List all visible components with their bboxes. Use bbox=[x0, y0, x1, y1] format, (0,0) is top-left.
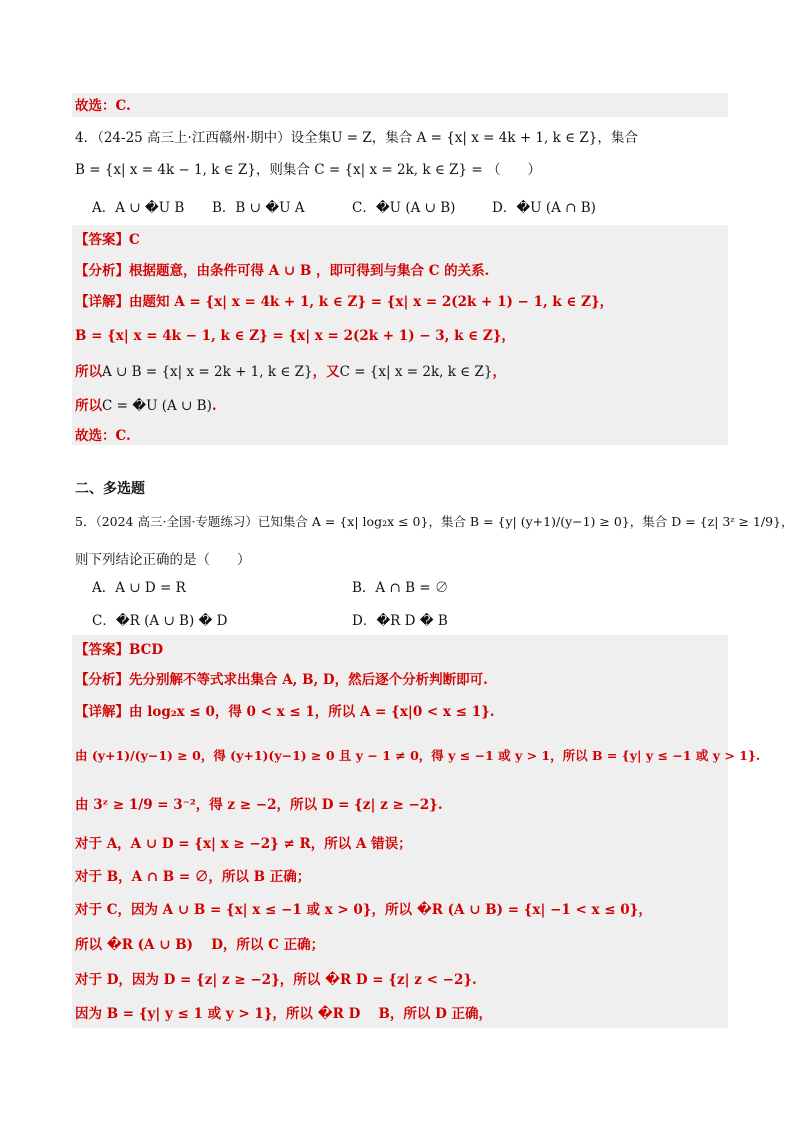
q5-detail-5: 对于 B，A ∩ B = ∅，所以 B 正确； bbox=[75, 869, 311, 885]
q5-analysis-tag: 【分析】 bbox=[75, 672, 129, 688]
q5-option-d bbox=[352, 611, 448, 631]
q4-analysis bbox=[75, 261, 489, 281]
q5-option-b-label: B． bbox=[352, 580, 376, 596]
q5-option-c-label: C． bbox=[92, 613, 116, 629]
section-title-multiple-choice: 二、多选题 bbox=[75, 481, 145, 497]
q4-detail-4a: 所以 bbox=[75, 398, 102, 414]
answer-band-q3 bbox=[72, 93, 728, 117]
q4-detail-3 bbox=[75, 362, 506, 382]
q3-conclusion: 故选：C. bbox=[75, 98, 131, 114]
q4-option-b bbox=[212, 198, 305, 218]
q5-option-d-label: D． bbox=[352, 613, 377, 629]
q5-option-b-text: A ∩ B = ∅ bbox=[375, 580, 449, 596]
q5-detail-1 bbox=[75, 702, 494, 722]
q4-detail-3c: ，又 bbox=[312, 364, 340, 380]
q5-detail-7: 所以 �R (A ∪ B) D，所以 C 正确； bbox=[75, 937, 325, 953]
q4-option-d-label: D． bbox=[492, 200, 517, 216]
q4-answer: 【答案】C bbox=[75, 232, 140, 248]
q4-stem-line2: B = {x| x = 4k − 1, k ∈ Z}，则集合 C = {x| x = 2k, k ∈ Z} = （ ） bbox=[75, 162, 541, 178]
q5-option-d-text: �R D � B bbox=[376, 613, 448, 629]
q4-detail-4c: . bbox=[211, 398, 217, 414]
q4-option-a-label: A． bbox=[92, 200, 116, 216]
q5-analysis bbox=[75, 670, 488, 690]
q4-option-d bbox=[492, 198, 596, 218]
q4-conclusion: 故选：C. bbox=[75, 428, 131, 444]
q4-detail-1 bbox=[75, 292, 613, 312]
q4-option-d-text: �U (A ∩ B) bbox=[516, 200, 596, 216]
q4-detail-1-text: 由题知 A = {x| x = 4k + 1, k ∈ Z} = {x| x = 2(2k + 1) − 1, k ∈ Z}， bbox=[129, 294, 614, 310]
q4-detail-tag: 【详解】 bbox=[75, 294, 129, 310]
q5-analysis-text: 先分别解不等式求出集合 A, B, D，然后逐个分析判断即可. bbox=[129, 672, 488, 688]
q5-detail-4: 对于 A，A ∪ D = {x| x ≥ −2} ≠ R，所以 A 错误； bbox=[75, 836, 412, 852]
q4-analysis-tag: 【分析】 bbox=[75, 263, 129, 279]
q5-option-b bbox=[352, 578, 448, 598]
q4-stem-line1: 4．（24-25 高三上·江西赣州·期中）设全集U = Z，集合 A = {x| x = 4k + 1, k ∈ Z}，集合 bbox=[75, 130, 638, 146]
q5-detail-1-text: 由 log₂x ≤ 0，得 0 < x ≤ 1，所以 A = {x|0 < x ≤ 1}. bbox=[129, 704, 495, 720]
q4-detail-2: B = {x| x = 4k − 1, k ∈ Z} = {x| x = 2(2k + 1) − 3, k ∈ Z}， bbox=[75, 328, 515, 344]
q4-option-a bbox=[92, 198, 184, 218]
q5-option-c bbox=[92, 611, 228, 631]
q5-option-a bbox=[92, 578, 186, 598]
q5-detail-6: 对于 C，因为 A ∪ B = {x| x ≤ −1 或 x > 0}，所以 �R (A ∪ B) = {x| −1 < x ≤ 0}， bbox=[75, 902, 652, 918]
q5-detail-3: 由 3ᶻ ≥ 1/9 = 3⁻²，得 z ≥ −2，所以 D = {z| z ≥ −2}. bbox=[75, 797, 443, 813]
q5-option-a-label: A． bbox=[92, 580, 116, 596]
q5-detail-2: 由 (y+1)/(y−1) ≥ 0，得 (y+1)(y−1) ≥ 0 且 y − 1 ≠ 0，得 y ≤ −1 或 y > 1，所以 B = {y| y ≤ −1 或 y > 1}. bbox=[75, 748, 761, 763]
q5-detail-9: 因为 B = {y| y ≤ 1 或 y > 1}，所以 �R D B，所以 D 正确， bbox=[75, 1006, 493, 1022]
q4-option-a-text: A ∪ �U B bbox=[115, 200, 185, 216]
q5-stem-line1: 5．（2024 高三·全国·专题练习）已知集合 A = {x| log₂x ≤ 0}，集合 B = {y| (y+1)/(y−1) ≥ 0}，集合 D = {z| 3ᶻ ≥ 1/9}， bbox=[75, 514, 794, 529]
q4-analysis-text: 根据题意，由条件可得 A ∪ B ，即可得到与集合 C 的关系. bbox=[129, 263, 490, 279]
q5-option-c-text: �R (A ∪ B) � D bbox=[115, 613, 228, 629]
q4-detail-3a: 所以 bbox=[75, 364, 102, 380]
q4-detail-4b: C = �U (A ∪ B) bbox=[102, 398, 212, 414]
q4-option-c-text: �U (A ∪ B) bbox=[375, 200, 456, 216]
q5-detail-8: 对于 D，因为 D = {z| z ≥ −2}，所以 �R D = {z| z < −2}. bbox=[75, 972, 477, 988]
q5-option-a-text: A ∪ D = R bbox=[115, 580, 186, 596]
q5-detail-tag: 【详解】 bbox=[75, 704, 129, 720]
q4-option-b-text: B ∪ �U A bbox=[235, 200, 305, 216]
q5-stem-line2: 则下列结论正确的是（ ） bbox=[75, 552, 251, 568]
q4-option-b-label: B． bbox=[212, 200, 236, 216]
q4-detail-4 bbox=[75, 396, 217, 416]
q4-option-c-label: C． bbox=[352, 200, 376, 216]
q4-detail-3d: C = {x| x = 2k, k ∈ Z} bbox=[339, 364, 493, 380]
q4-detail-3e: ， bbox=[492, 364, 506, 380]
q5-answer: 【答案】BCD bbox=[75, 642, 164, 658]
q4-detail-3b: A ∪ B = {x| x = 2k + 1, k ∈ Z} bbox=[102, 364, 313, 380]
q4-option-c bbox=[352, 198, 455, 218]
